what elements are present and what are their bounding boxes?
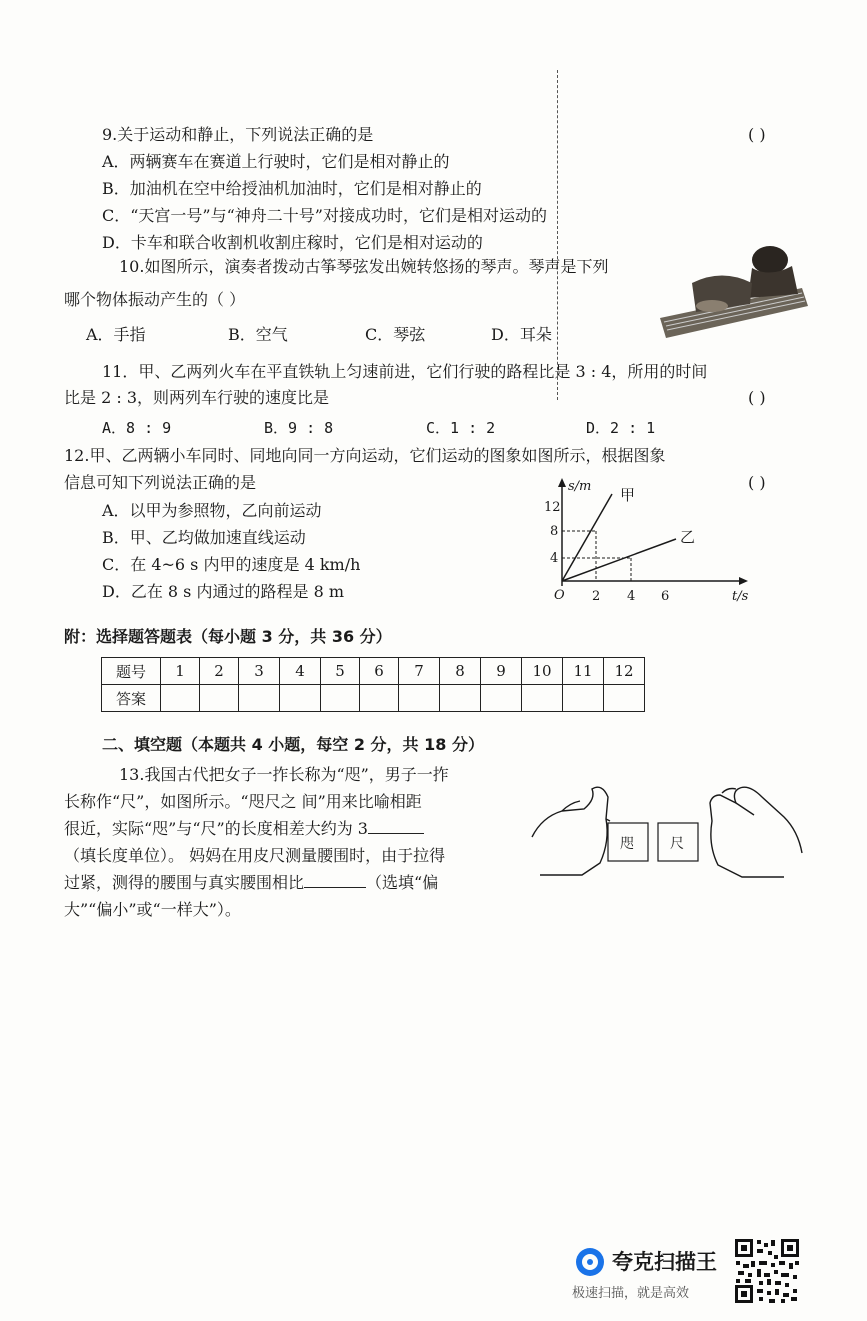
q10-option-c: C．琴弦: [365, 325, 426, 344]
q12-option-d: D．乙在 8 s 内通过的路程是 8 m: [102, 582, 345, 601]
q10-option-d: D．耳朵: [491, 325, 552, 344]
q11-stem-line1: 11．甲、乙两列火车在平直铁轨上匀速前进，它们行驶的路程比是 3 : 4，所用的时间: [102, 362, 708, 381]
table-cell-number: 9: [481, 658, 522, 685]
q10-stem-line2: 哪个物体振动产生的（ ）: [64, 290, 246, 309]
answer-table-title: 附：选择题答题表（每小题 3 分，共 36 分）: [64, 627, 392, 646]
table-cell-number: 6: [360, 658, 399, 685]
table-cell-number: 7: [399, 658, 440, 685]
binding-dashed-line: [557, 70, 558, 400]
q13-line5-text: 过紧，测得的腰围与真实腰围相比: [64, 873, 305, 892]
watermark-brand: 夸克扫描王: [612, 1250, 717, 1274]
table-cell-number: 11: [563, 658, 604, 685]
x-tick-6: 6: [661, 589, 670, 604]
y-axis-arrow: [558, 478, 566, 487]
q13-blank-compare[interactable]: [304, 873, 366, 888]
series-yi-label: 乙: [680, 528, 696, 546]
answer-cell[interactable]: [161, 685, 200, 712]
box-zhi-label: 咫: [620, 836, 634, 852]
table-row-numbers: [102, 658, 645, 685]
st-graph: [530, 476, 760, 616]
q11-option-c: C．1 : 2: [426, 419, 496, 437]
y-tick-12: 12: [544, 500, 561, 515]
table-cell-number: 4: [280, 658, 321, 685]
answer-cell[interactable]: [200, 685, 239, 712]
x-axis-label: t/s: [732, 589, 749, 604]
q9-option-a: A．两辆赛车在赛道上行驶时，它们是相对静止的: [102, 152, 450, 171]
q11-option-a: A．8 : 9: [102, 419, 172, 437]
q13-line5: [64, 873, 438, 893]
y-tick-8: 8: [550, 524, 559, 539]
q12-option-b: B．甲、乙均做加速直线运动: [102, 528, 306, 547]
q13-line3-text: 很近，实际“咫”与“尺”的长度相差大约为 3: [64, 819, 368, 838]
guzheng-photo: [652, 238, 812, 348]
table-cell-number: 1: [161, 658, 200, 685]
table-cell-number: 10: [522, 658, 563, 685]
series-jia-line: [562, 494, 612, 581]
q9-option-c: C．“天宫一号”与“神舟二十号”对接成功时，它们是相对运动的: [102, 206, 547, 225]
q12-option-c: C．在 4~6 s 内甲的速度是 4 km/h: [102, 555, 361, 574]
q13-line4: （填长度单位）。 妈妈在用皮尺测量腰围时，由于拉得: [64, 846, 446, 865]
q12-stem-line1: 12.甲、乙两辆小车同时、同地向同一方向运动，它们运动的图象如图所示，根据图象: [64, 446, 666, 465]
q11-option-d: D．2 : 1: [586, 419, 656, 437]
y-axis-label: s/m: [568, 479, 592, 494]
q11-answer-bracket: ( ): [748, 388, 766, 407]
table-row-answers: [102, 685, 645, 712]
y-tick-4: 4: [550, 551, 559, 566]
answer-cell[interactable]: [604, 685, 645, 712]
q12-stem-line2: 信息可知下列说法正确的是: [64, 473, 257, 492]
answer-cell[interactable]: [239, 685, 280, 712]
table-cell-number: 2: [200, 658, 239, 685]
q11-option-b: B．9 : 8: [264, 419, 334, 437]
answer-table: [101, 657, 645, 712]
table-cell-number: 12: [604, 658, 645, 685]
section2-title: 二、填空题（本题共 4 小题，每空 2 分，共 18 分）: [102, 735, 484, 754]
x-tick-4: 4: [627, 589, 636, 604]
q11-stem-line2: 比是 2 : 3，则两列车行驶的速度比是: [64, 388, 330, 407]
q13-line3: [64, 819, 424, 839]
table-cell-number: 5: [321, 658, 360, 685]
q10-option-a: A．手指: [86, 325, 146, 344]
q13-line5-tail: （选填“偏: [366, 873, 439, 892]
q13-line6: 大”“偏小”或“一样大”）。: [64, 900, 241, 919]
x-axis-arrow: [739, 577, 748, 585]
q10-option-b: B．空气: [228, 325, 288, 344]
answer-cell[interactable]: [440, 685, 481, 712]
q13-line2: 长称作“尺”，如图所示。“咫尺之 间”用来比喻相距: [64, 792, 422, 811]
box-chi-label: 尺: [670, 836, 684, 852]
series-yi-line: [562, 539, 676, 581]
q9-option-d: D．卡车和联合收割机收割庄稼时，它们是相对运动的: [102, 233, 483, 252]
q13-blank-unit[interactable]: [368, 819, 424, 834]
table-head-answer: 答案: [102, 685, 161, 712]
q9-answer-bracket: ( ): [748, 125, 766, 144]
q9-stem: 9.关于运动和静止，下列说法正确的是: [102, 125, 374, 144]
watermark-slogan: 极速扫描，就是高效: [572, 1286, 690, 1301]
q13-line1: 13.我国古代把女子一拃长称为“咫”，男子一拃: [119, 765, 449, 784]
origin-label: O: [554, 588, 565, 603]
answer-cell[interactable]: [522, 685, 563, 712]
table-cell-number: 3: [239, 658, 280, 685]
answer-cell[interactable]: [399, 685, 440, 712]
q12-option-a: A．以甲为参照物，乙向前运动: [102, 501, 322, 520]
qr-code-icon: [733, 1237, 801, 1305]
hands-illustration: [522, 775, 812, 885]
x-tick-2: 2: [592, 589, 601, 604]
q12-answer-bracket: ( ): [748, 473, 766, 492]
table-head-number: 题号: [102, 658, 161, 685]
answer-cell[interactable]: [563, 685, 604, 712]
answer-cell[interactable]: [321, 685, 360, 712]
q10-stem-line1: 10.如图所示，演奏者拨动古筝琴弦发出婉转悠扬的琴声。琴声是下列: [119, 257, 609, 276]
answer-cell[interactable]: [280, 685, 321, 712]
series-jia-label: 甲: [620, 486, 636, 504]
answer-cell[interactable]: [481, 685, 522, 712]
q9-option-b: B．加油机在空中给授油机加油时，它们是相对静止的: [102, 179, 482, 198]
watermark-logo-icon: [576, 1248, 604, 1276]
answer-cell[interactable]: [360, 685, 399, 712]
table-cell-number: 8: [440, 658, 481, 685]
